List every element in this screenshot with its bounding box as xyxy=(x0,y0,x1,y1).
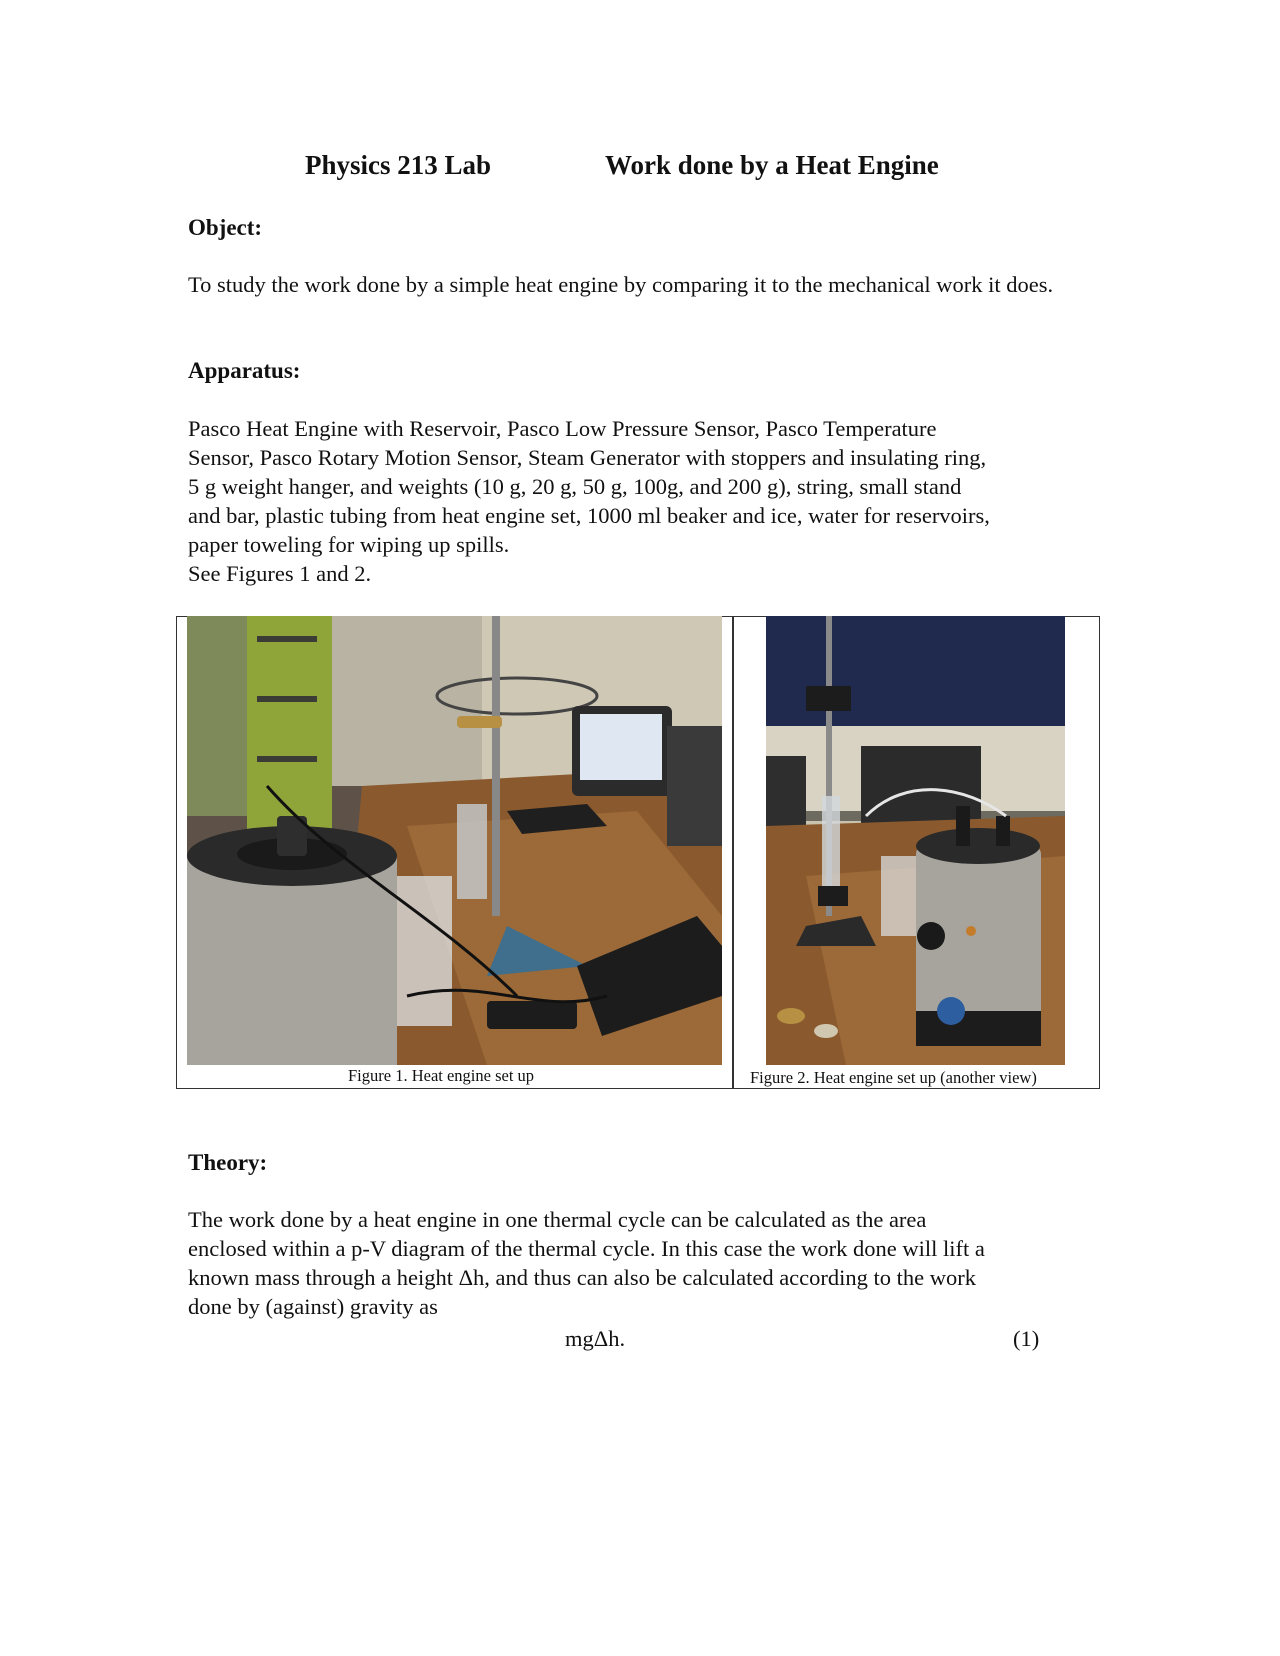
theory-line: done by (against) gravity as xyxy=(188,1294,438,1319)
apparatus-line: 5 g weight hanger, and weights (10 g, 20 g, 50 g, 100g, and 200 g), string, small stand xyxy=(188,474,962,499)
figure-table-divider xyxy=(732,616,734,1089)
heat-engine-setup-illustration xyxy=(187,616,722,1065)
apparatus-line: paper toweling for wiping up spills. xyxy=(188,532,510,557)
figure-1-caption: Figure 1. Heat engine set up xyxy=(348,1066,535,1085)
apparatus-heading: Apparatus: xyxy=(188,358,301,383)
apparatus-text xyxy=(188,414,1088,588)
figure-2-photo xyxy=(766,616,1065,1065)
lab-title: Work done by a Heat Engine xyxy=(605,150,939,180)
object-text: To study the work done by a simple heat engine by comparing it to the mechanical work it does. xyxy=(188,272,1054,297)
theory-line: enclosed within a p-V diagram of the thermal cycle. In this case the work done will lift a xyxy=(188,1236,985,1261)
equation: mgΔh. xyxy=(565,1326,626,1351)
theory-text xyxy=(188,1205,1088,1321)
heat-engine-another-view-illustration xyxy=(766,616,1065,1065)
apparatus-line: Pasco Heat Engine with Reservoir, Pasco Low Pressure Sensor, Pasco Temperature xyxy=(188,416,937,441)
apparatus-line: See Figures 1 and 2. xyxy=(188,561,372,586)
theory-line: The work done by a heat engine in one thermal cycle can be calculated as the area xyxy=(188,1207,927,1232)
theory-heading: Theory: xyxy=(188,1150,268,1175)
apparatus-line: Sensor, Pasco Rotary Motion Sensor, Steam Generator with stoppers and insulating ring, xyxy=(188,445,987,470)
course-title: Physics 213 Lab xyxy=(305,150,492,180)
object-heading: Object: xyxy=(188,215,263,240)
equation-number: (1) xyxy=(1013,1326,1040,1351)
figure-2-caption: Figure 2. Heat engine set up (another view) xyxy=(750,1068,1037,1087)
figure-1-photo xyxy=(187,616,722,1065)
apparatus-line: and bar, plastic tubing from heat engine set, 1000 ml beaker and ice, water for reservoirs, xyxy=(188,503,990,528)
theory-line: known mass through a height Δh, and thus can also be calculated according to the work xyxy=(188,1265,977,1290)
